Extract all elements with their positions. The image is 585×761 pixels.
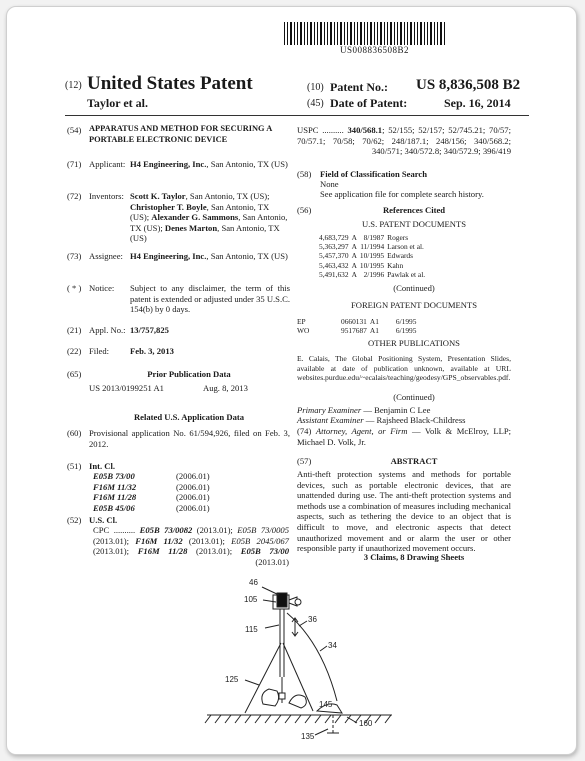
barcode-bar (387, 22, 388, 45)
continued-2: (Continued) (393, 392, 435, 402)
applicant-label: Applicant: (89, 159, 126, 169)
leader-160 (347, 717, 357, 723)
barcode-bar (290, 22, 292, 45)
code-56: (56) (297, 205, 312, 215)
cpc-text: CPC .......... E05B 73/0082 (2013.01); E05B 73/0005 (2013.01); F16M 11/32 (2013.01); E05B 2045/067 (2013.01); F16M 11/28 (2013.01); E05B 73/00 (2013.01) (93, 525, 290, 567)
barcode-bar (337, 22, 338, 45)
code-71: (71) (67, 159, 82, 169)
us-doc-row: 5,363,297 A 11/1994 Larson et al. (319, 242, 424, 252)
lock-box (279, 693, 285, 699)
barcode-bar (384, 22, 385, 45)
us-docs-table (319, 233, 428, 279)
barcode-bar (440, 22, 442, 45)
abstract-text: Anti-theft protection systems and methods for portable devices, such as portable electronic devices, that are unattended during use. The anti-theft protection systems and methods use a combination of measures including mechanical aspects, such as tethering the device to an object that is difficult to move, and electronic aspects that detect unauthorized movement and or alarm the user or other responsible party if unauthorized movement occurs. (297, 469, 511, 554)
invention-title: APPARATUS AND METHOD FOR SECURING A PORTABLE ELECTRONIC DEVICE (89, 124, 272, 144)
barcode-bar (397, 22, 398, 45)
barcode-bar (354, 22, 355, 45)
barcode-bar (294, 22, 295, 45)
barcode-bar (360, 22, 362, 45)
barcode-bar (394, 22, 395, 45)
field-search-history: See application file for complete search history. (320, 189, 484, 199)
barcode-bar (347, 22, 348, 45)
prior-heading: Prior Publication Data (147, 369, 231, 379)
filed-date: Feb. 3, 2013 (130, 346, 174, 356)
intcl-row: F16M 11/28 (2006.01) (93, 492, 210, 503)
code-73: (73) (67, 251, 82, 261)
primary-examiner: Primary Examiner — Benjamin C Lee (297, 405, 431, 415)
prior-pub: US 2013/0199251 A1 (89, 383, 164, 393)
field-heading: Field of Classification Search (320, 169, 428, 179)
leader-46 (262, 587, 279, 595)
barcode-bar (324, 22, 325, 45)
inventors-short: Taylor et al. (87, 96, 149, 110)
publication-number: US008836508B2 (340, 45, 410, 55)
barcode-bar (410, 22, 412, 45)
notice-text: Subject to any disclaimer, the term of this patent is extended or adjusted under 35 U.S.C. 154(b) by 0 days. (130, 283, 290, 315)
barcode-bar (284, 22, 285, 45)
leader-36 (299, 621, 307, 626)
code-54: (54) (67, 125, 82, 135)
code-10: (10) (307, 82, 324, 93)
label-145: 145 (319, 700, 333, 709)
barcode-bar (357, 22, 358, 45)
label-125: 125 (225, 675, 239, 684)
intcl-row: F16M 11/32 (2006.01) (93, 481, 210, 492)
barcode-bar (330, 22, 332, 45)
barcode-bar (400, 22, 402, 45)
label-46: 46 (249, 578, 258, 587)
barcode-bar (317, 22, 318, 45)
header-divider (65, 115, 529, 116)
barcode-bar (380, 22, 382, 45)
barcode-bar (407, 22, 408, 45)
barcode-bar (340, 22, 342, 45)
patent-number: US 8,836,508 B2 (416, 77, 521, 93)
claims-summary: 3 Claims, 8 Drawing Sheets (363, 552, 465, 562)
code-51: (51) (67, 461, 82, 471)
foreign-docs-table (297, 317, 419, 335)
barcode-bar (417, 22, 418, 45)
abstract-heading: ABSTRACT (390, 456, 438, 466)
assignee-value: H4 Engineering, Inc., San Antonio, TX (US) (130, 251, 288, 261)
document-title: United States Patent (87, 73, 253, 94)
barcode-bar (420, 22, 422, 45)
drawing-figure (187, 573, 417, 751)
label-105: 105 (244, 595, 258, 604)
barcode (284, 22, 449, 45)
patent-no-label: Patent No.: (330, 80, 388, 94)
barcode-bar (320, 22, 322, 45)
us-doc-row: 4,683,729 A 8/1987 Rogers (319, 233, 409, 242)
intcl-list (93, 471, 243, 513)
intcl-row: E05B 73/00 (2006.01) (93, 471, 210, 481)
barcode-bar (310, 22, 312, 45)
other-publication: E. Calais, The Global Positioning System, Presentation Slides, available at date of publication unknown, available at URL websites.purdue.edu/~ecalais/teaching/geodesy/GPS_observables.pdf. (297, 354, 511, 383)
refs-heading: References Cited (382, 205, 446, 215)
barcode-bar (404, 22, 405, 45)
tripod-leg-right (283, 643, 313, 711)
intcl-label: Int. Cl. (89, 461, 116, 471)
attorney: (74) Attorney, Agent, or Firm — Volk & McElroy, LLP; Michael D. Volk, Jr. (297, 426, 512, 447)
code-57: (57) (297, 456, 312, 466)
us-doc-row: 5,457,370 A 10/1995 Edwards (319, 251, 414, 261)
label-160: 160 (359, 719, 373, 728)
anchor-bag-right (289, 695, 306, 708)
code-12: (12) (65, 80, 82, 91)
appl-number: 13/757,825 (130, 325, 169, 335)
barcode-bar (344, 22, 345, 45)
anchor-bag-left (262, 689, 279, 706)
uscl-label: U.S. Cl. (89, 515, 118, 525)
camera-lens-cap (295, 599, 301, 605)
barcode-bar (364, 22, 365, 45)
code-60: (60) (67, 428, 82, 438)
code-52: (52) (67, 515, 82, 525)
barcode-bar (350, 22, 352, 45)
us-doc-row: 5,463,432 A 10/1995 Kahn (319, 260, 404, 270)
barcode-bar (287, 22, 288, 45)
leader-115 (265, 625, 279, 628)
label-36: 36 (308, 615, 317, 624)
barcode-bar (444, 22, 445, 45)
code-22: (22) (67, 346, 82, 356)
prior-date: Aug. 8, 2013 (203, 383, 248, 393)
foreign-heading: FOREIGN PATENT DOCUMENTS (350, 300, 478, 310)
barcode-bar (430, 22, 432, 45)
barcode-bar (334, 22, 335, 45)
date-label: Date of Patent: (330, 96, 408, 110)
code-notice: ( * ) (67, 283, 82, 293)
leader-135 (315, 729, 328, 735)
barcode-bar (297, 22, 298, 45)
us-doc-row: 5,491,632 A 2/1996 Pawlak et al. (319, 269, 426, 279)
barcode-bar (304, 22, 305, 45)
foreign-doc-row: EP 0660131 A1 6/1995 (297, 317, 417, 326)
barcode-bar (414, 22, 415, 45)
barcode-bar (427, 22, 428, 45)
code-72: (72) (67, 191, 82, 201)
barcode-bar (434, 22, 435, 45)
intcl-row: E05B 45/06 (2006.01) (93, 502, 210, 513)
related-heading: Related U.S. Application Data (133, 412, 245, 422)
inventors-label: Inventors: (89, 191, 124, 201)
barcode-bar (374, 22, 375, 45)
us-docs-heading: U.S. PATENT DOCUMENTS (361, 219, 467, 229)
barcode-bar (377, 22, 378, 45)
code-58: (58) (297, 169, 312, 179)
appl-label: Appl. No.: (89, 325, 126, 335)
barcode-bar (327, 22, 328, 45)
other-heading: OTHER PUBLICATIONS (368, 338, 460, 348)
inventors-value: Scott K. Taylor, San Antonio, TX (US); Christopher T. Boyle, San Antonio, TX (US); Alexander G. Sammons, San Antonio, TX (US); Denes Marton, San Antonio, TX (US) (130, 191, 288, 244)
patent-date: Sep. 16, 2014 (444, 96, 511, 110)
barcode-bar (424, 22, 425, 45)
barcode-bar (314, 22, 315, 45)
label-34: 34 (328, 641, 337, 650)
assistant-examiner: Assistant Examiner — Rajsheed Black-Childress (297, 415, 466, 425)
label-135: 135 (301, 732, 315, 741)
barcode-bar (390, 22, 392, 45)
provisional-text: Provisional application No. 61/594,926, filed on Feb. 3, 2012. (89, 428, 290, 449)
leader-34 (320, 646, 327, 651)
barcode-bar (367, 22, 368, 45)
code-65: (65) (67, 369, 82, 379)
label-115: 115 (245, 625, 258, 634)
assignee-label: Assignee: (89, 251, 123, 261)
uspc-text: USPC .......... 340/568.1; 52/155; 52/157; 52/745.21; 70/57; 70/57.1; 70/58; 70/62; 248/187.1; 248/156; 340/568.2; 340/571; 340/572.8; 340/572.9; 396/419 (297, 125, 511, 157)
field-none: None (320, 179, 339, 189)
applicant-value: H4 Engineering, Inc., San Antonio, TX (US) (130, 159, 288, 169)
code-21: (21) (67, 325, 82, 335)
barcode-bar (370, 22, 372, 45)
notice-label: Notice: (89, 283, 115, 293)
filed-label: Filed: (89, 346, 110, 356)
barcode-bar (307, 22, 308, 45)
foreign-doc-row: WO 9517687 A1 6/1995 (297, 326, 417, 336)
barcode-bar (437, 22, 438, 45)
continued-1: (Continued) (393, 283, 435, 293)
patent-page (6, 6, 577, 755)
leader-125 (245, 680, 259, 685)
barcode-bar (300, 22, 302, 45)
code-45: (45) (307, 98, 324, 109)
